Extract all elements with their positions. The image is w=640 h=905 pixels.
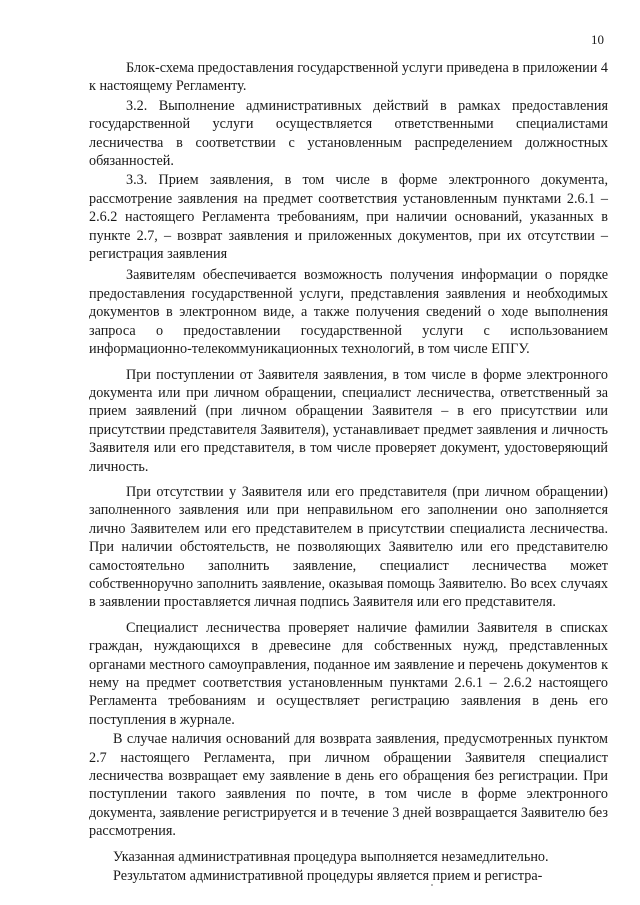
document-body xyxy=(89,59,608,886)
paragraph-immediate-procedure: Указанная административная процедура выполняется незамедлительно. xyxy=(113,848,549,865)
scan-speck xyxy=(431,884,433,886)
paragraph-receipt-of-application: При поступлении от Заявителя заявления, в том числе в форме электронного документа или при личном обращении, специалист лесничества, ответственный за прием заявлений (при личном обращении Заявителя – в его присутствии или присутствии представителя Заявителя), устанавливает предмет заявления и личность Заявителя или его представителя, в том числе проверяет документ, удостоверяющий личность. xyxy=(89,366,608,475)
paragraph-specialist-check: Специалист лесничества проверяет наличие фамилии Заявителя в списках граждан, нуждающихся в древесине для собственных нужд, представленных органами местного самоуправления, поданное им заявление и перечень документов к нему на предмет соответствия установленным пунктами 2.6.1 – 2.6.2 настоящего Регламента требованиям и осуществляет регистрацию заявления в день его поступления в журнале. xyxy=(89,619,608,728)
paragraph-block-diagram-reference: Блок-схема предоставления государственной услуги приведена в приложении 4 к настоящему Регламенту. xyxy=(89,60,609,95)
paragraph-return-grounds: В случае наличия оснований для возврата заявления, предусмотренных пунктом 2.7 настоящего Регламента, при личном обращении Заявителя специалист лесничества возвращает ему заявление в день его обращения без регистрации. При поступлении такого заявления по почте, в том числе в форме электронного документа, заявление регистрируется и в течение 3 дней возвращается Заявителю без рассмотрения. xyxy=(89,731,608,840)
paragraph-procedure-result: Результатом административной процедуры является прием и регистра- xyxy=(113,868,543,885)
paragraph-filling-application: При отсутствии у Заявителя или его представителя (при личном обращении) заполненного заявления или при неправильном его заполнении оно заполняется лично Заявителем или его представителем в присутствии специалиста лесничества. При наличии обстоятельств, не позволяющих Заявителю или его представителю самостоятельно заполнить заявление, специалист лесничества может собственноручно заполнить заявление, оказывая помощь Заявителю. Во всех случаях в заявлении проставляется личная подпись Заявителя или его представителя. xyxy=(89,483,608,611)
paragraph-applicant-information: Заявителям обеспечивается возможность получения информации о порядке предоставления государственной услуги, представления заявления и необходимых документов в электронном виде, а также получения сведений о ходе выполнения запроса о предоставлении государственной услуги с использованием информационно-телекоммуникационных технологий, в том числе ЕПГУ. xyxy=(89,267,608,358)
paragraph-3-2: 3.2. Выполнение административных действий в рамках предоставления государственной услуги осуществляется ответственными специалистами лесничества в соответствии с установленным распределением должностных обязанностей. xyxy=(89,97,608,170)
page-number: 10 xyxy=(591,32,604,47)
paragraph-3-3: 3.3. Прием заявления, в том числе в форме электронного документа, рассмотрение заявления на предмет соответствия установленным пунктами 2.6.1 – 2.6.2 настоящего Регламента требованиям, при наличии оснований, указанных в пункте 2.7, – возврат заявления и приложенных документов, при их отсутствии – регистрация заявления xyxy=(89,172,608,263)
